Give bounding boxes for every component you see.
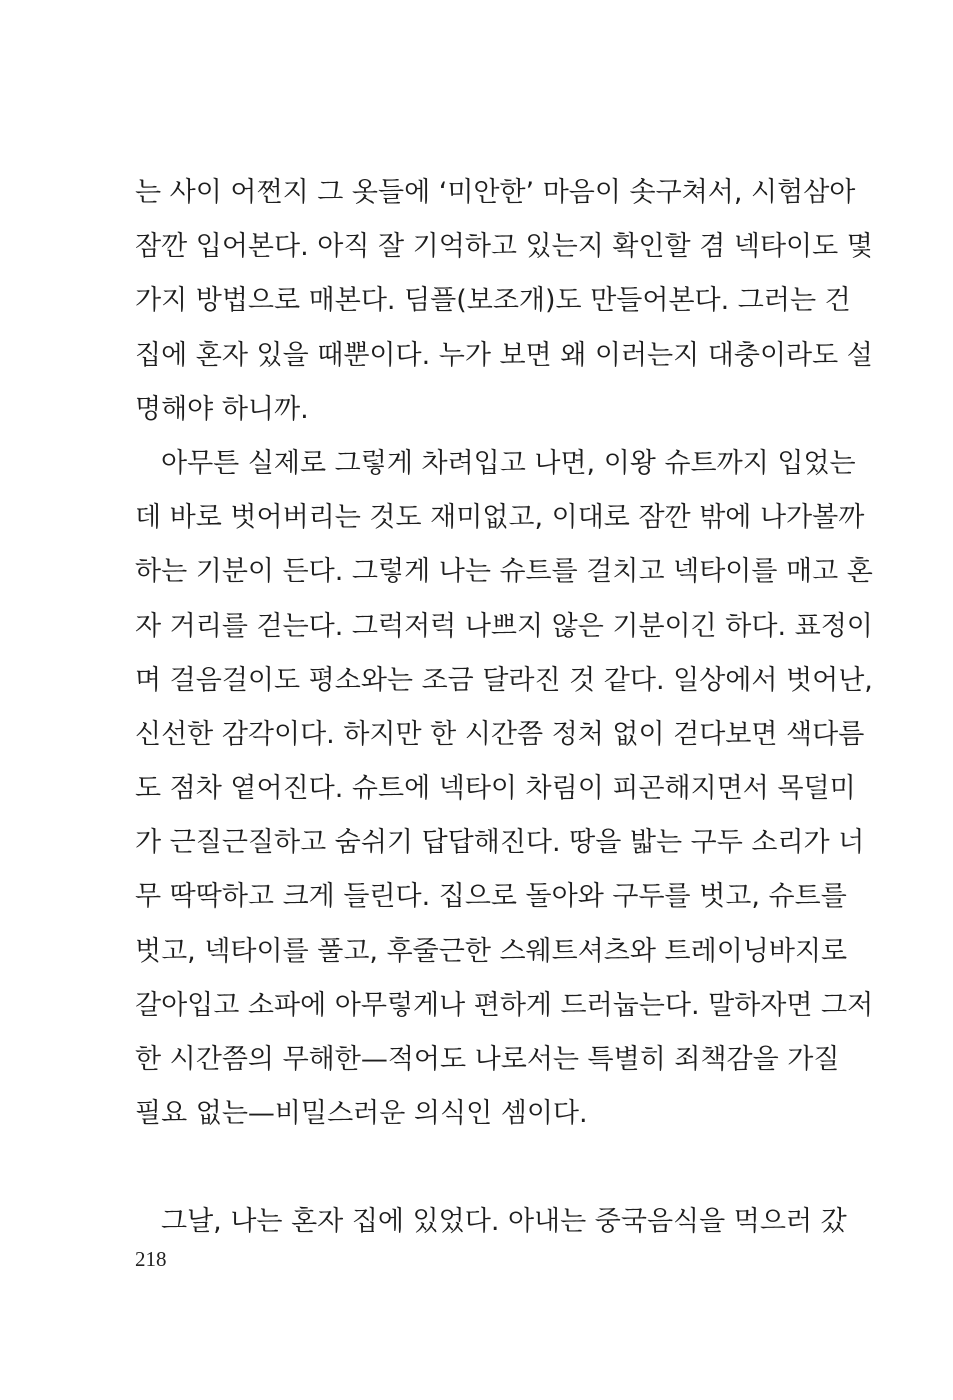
text-line: 신선한 감각이다. 하지만 한 시간쯤 정처 없이 걷다보면 색다름 [135,718,865,750]
text-line: 는 사이 어쩐지 그 옷들에 ‘미안한’ 마음이 솟구쳐서, 시험삼아 [135,177,856,208]
text-line: 가지 방법으로 매본다. 딤플(보조개)도 만들어본다. 그러는 건 [135,285,851,317]
text-line: 필요 없는—비밀스러운 의식인 셈이다. [135,1098,588,1130]
text-line: 자 거리를 걷는다. 그럭저럭 나쁘지 않은 기분이긴 하다. 표정이 [135,610,873,642]
text-line: 무 딱딱하고 크게 들린다. 집으로 돌아와 구두를 벗고, 슈트를 [135,881,847,913]
text-line: 한 시간쯤의 무해한—적어도 나로서는 특별히 죄책감을 가질 [135,1044,840,1075]
paragraph-2 [135,437,874,1141]
text-line: 며 걸음걸이도 평소와는 조금 달라진 것 같다. 일상에서 벗어난, [135,664,873,696]
text-line: 집에 혼자 있을 때뿐이다. 누가 보면 왜 이러는지 대충이라도 설 [135,339,873,371]
page-number: 218 [135,1247,167,1271]
text-line: 그날, 나는 혼자 집에 있었다. 아내는 중국음식을 먹으러 갔 [161,1206,847,1238]
text-line: 아무튼 실제로 그렇게 차려입고 나면, 이왕 슈트까지 입었는 [161,447,856,479]
text-line: 가 근질근질하고 숨쉬기 답답해진다. 땅을 밟는 구두 소리가 너 [135,827,865,859]
paragraph-3 [135,1195,847,1249]
paragraph-1 [135,166,873,437]
text-line: 갈아입고 소파에 아무렇게나 편하게 드러눕는다. 말하자면 그저 [135,989,874,1021]
text-line: 명해야 하니까. [135,393,309,425]
page-body-text [135,166,874,1250]
section-break [135,1141,813,1195]
text-line: 도 점차 옅어진다. 슈트에 넥타이 차림이 피곤해지면서 목덜미 [135,773,856,805]
text-line: 데 바로 벗어버리는 것도 재미없고, 이대로 잠깐 밖에 나가볼까 [135,502,865,534]
text-line: 벗고, 넥타이를 풀고, 후줄근한 스웨트셔츠와 트레이닝바지로 [135,935,848,967]
text-line: 하는 기분이 든다. 그렇게 나는 슈트를 걸치고 넥타이를 매고 혼 [135,556,873,588]
text-line: 잠깐 입어본다. 아직 잘 기억하고 있는지 확인할 겸 넥타이도 몇 [135,231,873,263]
